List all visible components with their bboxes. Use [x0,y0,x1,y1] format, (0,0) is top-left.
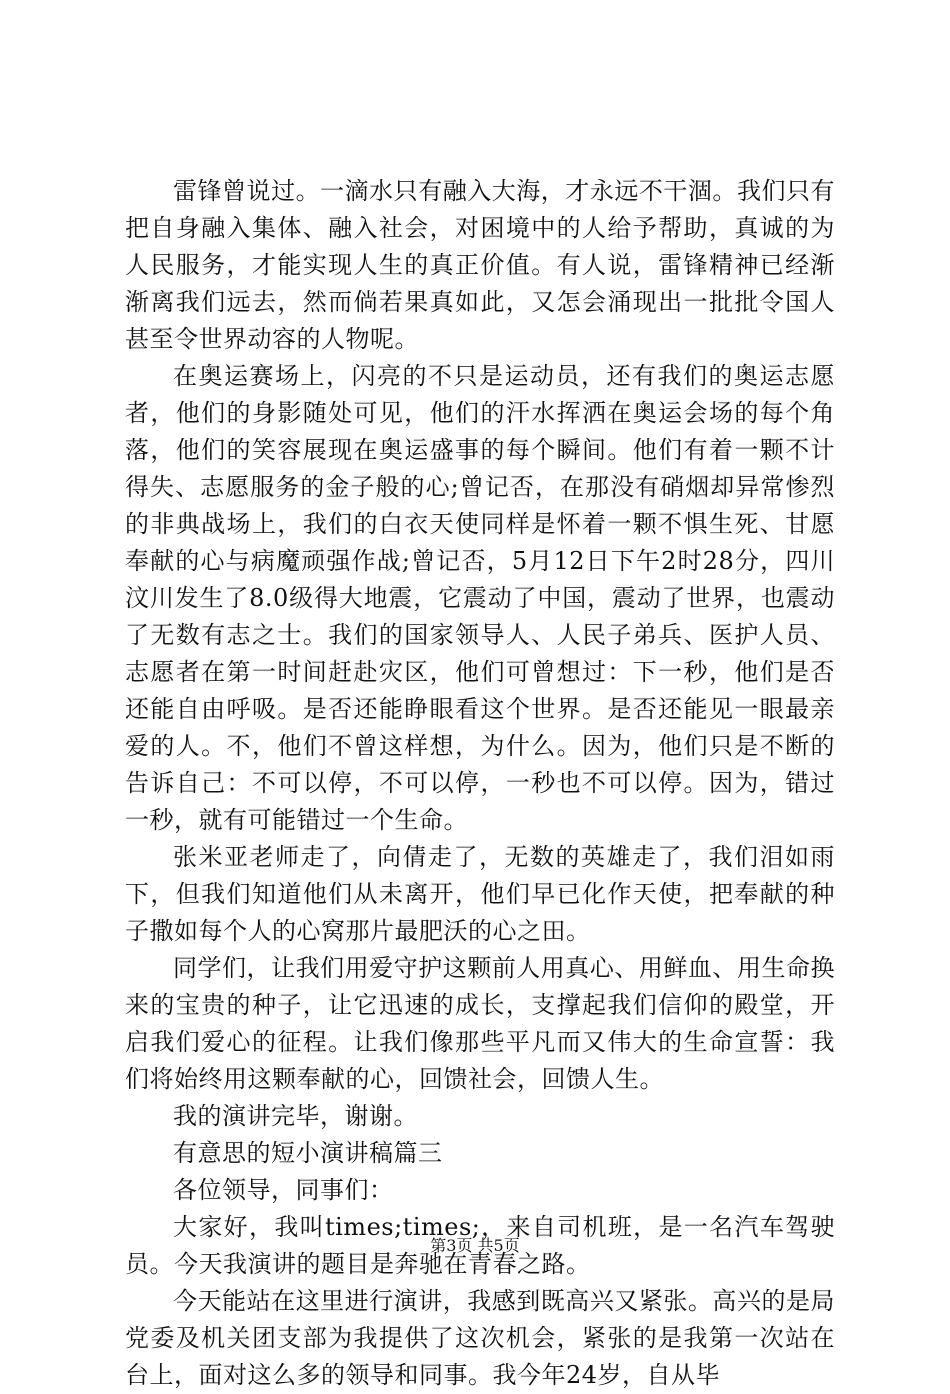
document-body [125,173,835,1394]
paragraph-5: 我的演讲完毕，谢谢。 [173,1102,418,1130]
paragraph-1: 雷锋曾说过。一滴水只有融入大海，才永远不干涸。我们只有把自身融入集体、融入社会，对困境中的人给予帮助，真诚的为人民服务，才能实现人生的真正价值。有人说，雷锋精神已经渐渐离我们远去，然而倘若果真如此，又怎会涌现出一批批令国人甚至令世界动容的人物呢。 [125,177,835,353]
page-number-label: 第3页 共5页 [430,1236,520,1255]
paragraph-6: 大家好，我叫times;times;，来自司机班，是一名汽车驾驶员。今天我演讲的题目是奔驰在青春之路。 [125,1213,835,1278]
paragraph-4: 同学们，让我们用爱守护这颗前人用真心、用鲜血、用生命换来的宝贵的种子，让它迅速的成长，支撑起我们信仰的殿堂，开启我们爱心的征程。让我们像那些平凡而又伟大的生命宣誓：我们将始终用这颗奉献的心，回馈社会，回馈人生。 [125,954,835,1093]
paragraph-2: 在奥运赛场上，闪亮的不只是运动员，还有我们的奥运志愿者，他们的身影随处可见，他们的汗水挥洒在奥运会场的每个角落，他们的笑容展现在奥运盛事的每个瞬间。他们有着一颗不计得失、志愿服务的金子般的心;曾记否，在那没有硝烟却异常惨烈的非典战场上，我们的白衣天使同样是怀着一颗不惧生死、甘愿奉献的心与病魔顽强作战;曾记否，5月12日下午2时28分，四川汶川发生了8.0级得大地震，它震动了中国，震动了世界，也震动了无数有志之士。我们的国家领导人、人民子弟兵、医护人员、志愿者在第一时间赶赴灾区，他们可曾想过：下一秒，他们是否还能自由呼吸。是否还能睁眼看这个世界。是否还能见一眼最亲爱的人。不，他们不曾这样想，为什么。因为，他们只是不断的告诉自己：不可以停，不可以停，一秒也不可以停。因为，错过一秒，就有可能错过一个生命。 [125,362,835,834]
paragraph-3: 张米亚老师走了，向倩走了，无数的英雄走了，我们泪如雨下，但我们知道他们从未离开，他们早已化作天使，把奉献的种子撒如每个人的心窝那片最肥沃的心之田。 [125,843,835,945]
page-footer [0,1236,950,1256]
salutation: 各位领导，同事们： [173,1176,394,1204]
paragraph-7: 今天能站在这里进行演讲，我感到既高兴又紧张。高兴的是局党委及机关团支部为我提供了这次机会，紧张的是我第一次站在台上，面对这么多的领导和同事。我今年24岁，自从毕 [125,1287,835,1389]
section-heading: 有意思的短小演讲稿篇三 [173,1139,443,1167]
